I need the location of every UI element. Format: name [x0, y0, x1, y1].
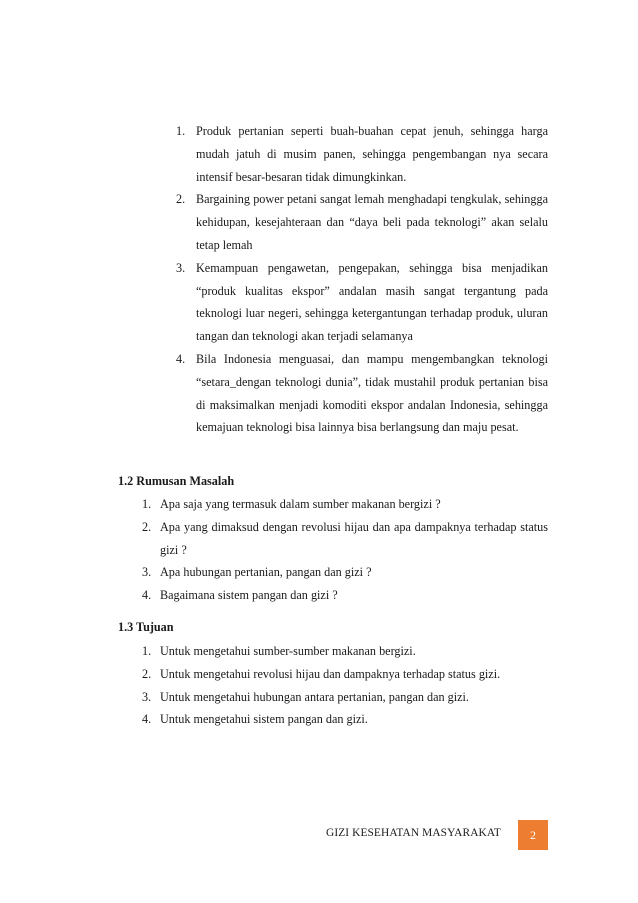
list-number: 4. [142, 712, 152, 727]
list-number: 4. [142, 588, 152, 603]
list-text: Untuk mengetahui hubungan antara pertanian, pangan dan gizi. [160, 689, 469, 704]
list-text: Untuk mengetahui sistem pangan dan gizi. [160, 712, 368, 727]
list-text: Bila Indonesia menguasai, dan mampu mengembangkan teknologi “setara_dengan teknologi dunia”, tidak mustahil produk pertanian bisa di maksimalkan menjadi komoditi ekspor andalan Indonesia, sehingga kemajuan teknologi bisa lainnya bisa berlangsung dan maju pesat. [196, 351, 548, 435]
list-text: Kemampuan pengawetan, pengepakan, sehingga bisa menjadikan “produk kualitas ekspor” andalan masih sangat tergantung pada teknologi luar negeri, sehingga ketergantungan terhadap produk, uluran tangan dan teknologi akan terjadi selamanya [196, 260, 548, 344]
list-item [176, 348, 548, 439]
list-text: Untuk mengetahui revolusi hijau dan dampaknya terhadap status gizi. [160, 666, 501, 681]
list-number: 1. [142, 497, 152, 511]
list-item [176, 188, 548, 256]
page-number: 2 [530, 827, 536, 842]
list-text: Apa saja yang termasuk dalam sumber makanan bergizi ? [160, 497, 441, 511]
section-heading-rumusan-masalah: 1.2 Rumusan Masalah [118, 474, 235, 488]
list-number: 4. [176, 351, 186, 366]
list-text: Bargaining power petani sangat lemah menghadapi tengkulak, sehingga kehidupan, kesejahteraan dan “daya beli pada teknologi” akan selalu tetap lemah [196, 192, 548, 252]
list-item [142, 663, 552, 686]
list-number: 2. [176, 192, 186, 207]
list-item [142, 640, 552, 663]
list-text: Untuk mengetahui sumber-sumber makanan bergizi. [160, 644, 416, 658]
numbered-list-tujuan [142, 640, 552, 731]
list-text: Produk pertanian seperti buah-buahan cepat jenuh, sehingga harga mudah jatuh di musim panen, sehingga pengembangan nya secara intensif besar-besaran tidak dimungkinkan. [196, 124, 548, 184]
numbered-list-rumusan-masalah [142, 493, 552, 607]
section-heading-tujuan: 1.3 Tujuan [118, 620, 174, 634]
list-number: 2. [142, 519, 152, 534]
list-text: Bagaimana sistem pangan dan gizi ? [160, 588, 338, 603]
footer-title: GIZI KESEHATAN MASYARAKAT [326, 827, 501, 839]
list-number: 2. [142, 666, 152, 681]
list-number: 1. [176, 124, 186, 138]
list-item [142, 493, 552, 516]
list-item [176, 120, 548, 188]
list-item [176, 257, 548, 348]
list-text: Apa yang dimaksud dengan revolusi hijau dan apa dampaknya terhadap status gizi ? [160, 519, 548, 557]
list-item [142, 686, 552, 709]
list-item [142, 708, 552, 731]
list-text: Apa hubungan pertanian, pangan dan gizi ? [160, 565, 372, 580]
page-number-badge [518, 820, 548, 850]
list-item [142, 584, 552, 607]
numbered-list-intro [176, 120, 548, 439]
list-number: 3. [176, 260, 186, 275]
list-number: 1. [142, 644, 152, 658]
list-number: 3. [142, 689, 152, 704]
list-item [142, 516, 552, 562]
list-number: 3. [142, 565, 152, 580]
list-item [142, 561, 552, 584]
